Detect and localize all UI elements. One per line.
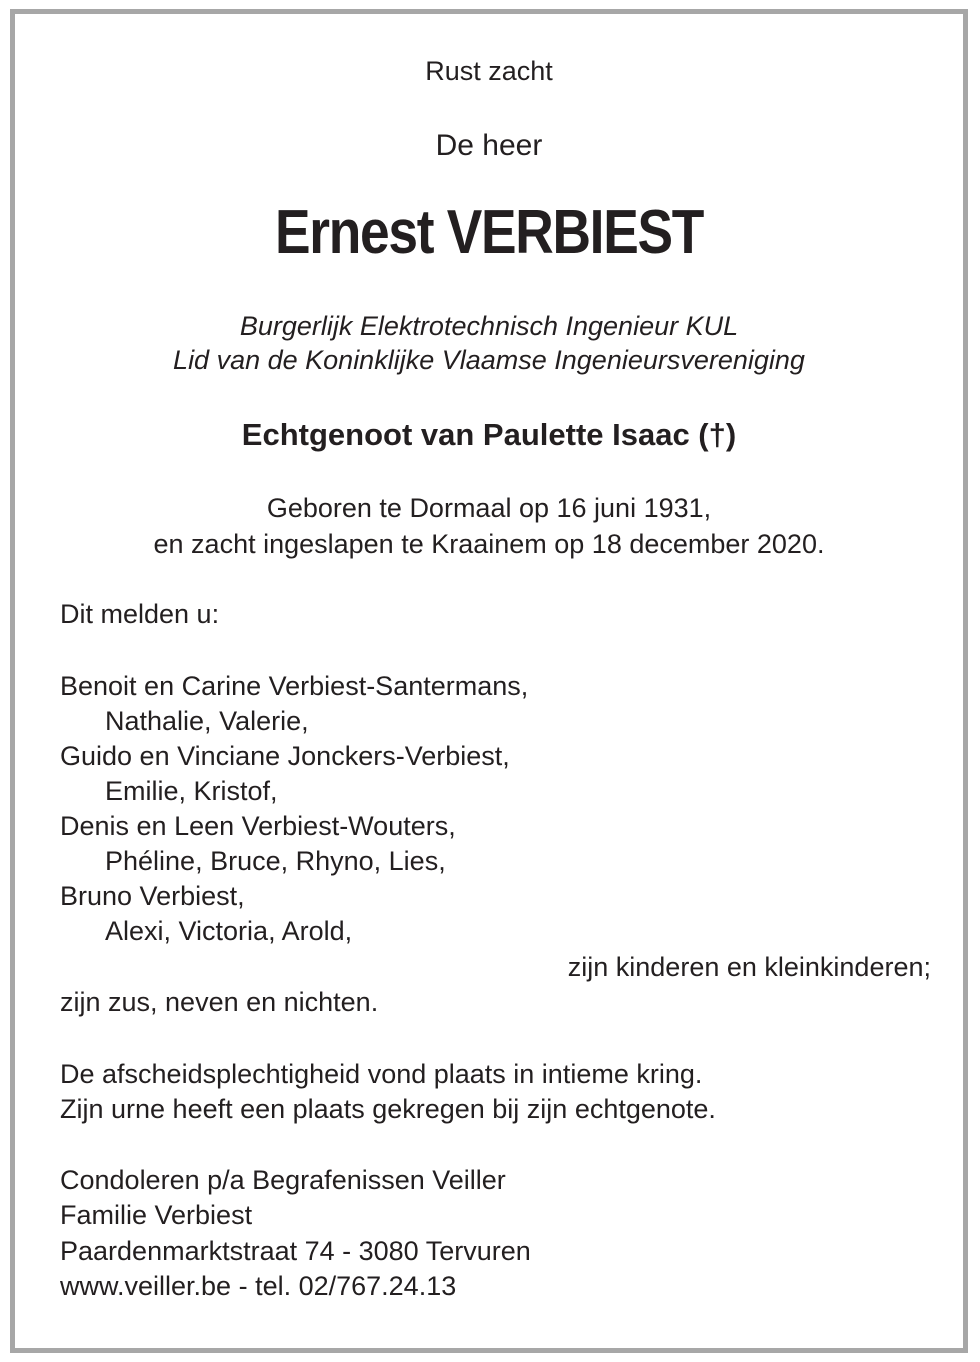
birth-line: Geboren te Dormaal op 16 juni 1931, bbox=[266, 493, 712, 523]
contact-line: www.veiller.be - tel. 02/767.24.13 bbox=[60, 1271, 457, 1301]
family-line: Phéline, Bruce, Rhyno, Lies, bbox=[105, 846, 446, 876]
deceased-name: Ernest VERBIEST bbox=[274, 198, 704, 267]
family-line: Guido en Vinciane Jonckers-Verbiest, bbox=[60, 741, 510, 771]
contact-line: Condoleren p/a Begrafenissen Veiller bbox=[60, 1165, 506, 1195]
family-line: Denis en Leen Verbiest-Wouters, bbox=[60, 811, 456, 841]
family-line: Nathalie, Valerie, bbox=[105, 706, 309, 736]
qualification-1: Burgerlijk Elektrotechnisch Ingenieur KUL bbox=[239, 311, 739, 341]
obituary-notice bbox=[10, 9, 968, 1353]
announce-line: Dit melden u: bbox=[60, 599, 220, 629]
family-line: Emilie, Kristof, bbox=[105, 776, 278, 806]
family-line: Bruno Verbiest, bbox=[60, 881, 245, 911]
family-line: Alexi, Victoria, Arold, bbox=[105, 916, 353, 946]
ceremony-line: Zijn urne heeft een plaats gekregen bij zijn echtgenote. bbox=[60, 1094, 716, 1124]
death-line: en zacht ingeslapen te Kraainem op 18 december 2020. bbox=[153, 529, 825, 559]
spouse-line: Echtgenoot van Paulette Isaac (†) bbox=[241, 417, 737, 452]
rest-line: Rust zacht bbox=[425, 56, 553, 86]
family-line: Benoit en Carine Verbiest-Santermans, bbox=[60, 671, 529, 701]
siblings-line: zijn zus, neven en nichten. bbox=[60, 987, 379, 1017]
qualification-2: Lid van de Koninklijke Vlaamse Ingenieursvereniging bbox=[173, 345, 805, 375]
ceremony-line: De afscheidsplechtigheid vond plaats in intieme kring. bbox=[60, 1059, 703, 1089]
family-role-line: zijn kinderen en kleinkinderen; bbox=[567, 952, 931, 982]
title-line: De heer bbox=[435, 129, 543, 162]
contact-line: Paardenmarktstraat 74 - 3080 Tervuren bbox=[60, 1236, 531, 1266]
contact-line: Familie Verbiest bbox=[60, 1200, 253, 1230]
